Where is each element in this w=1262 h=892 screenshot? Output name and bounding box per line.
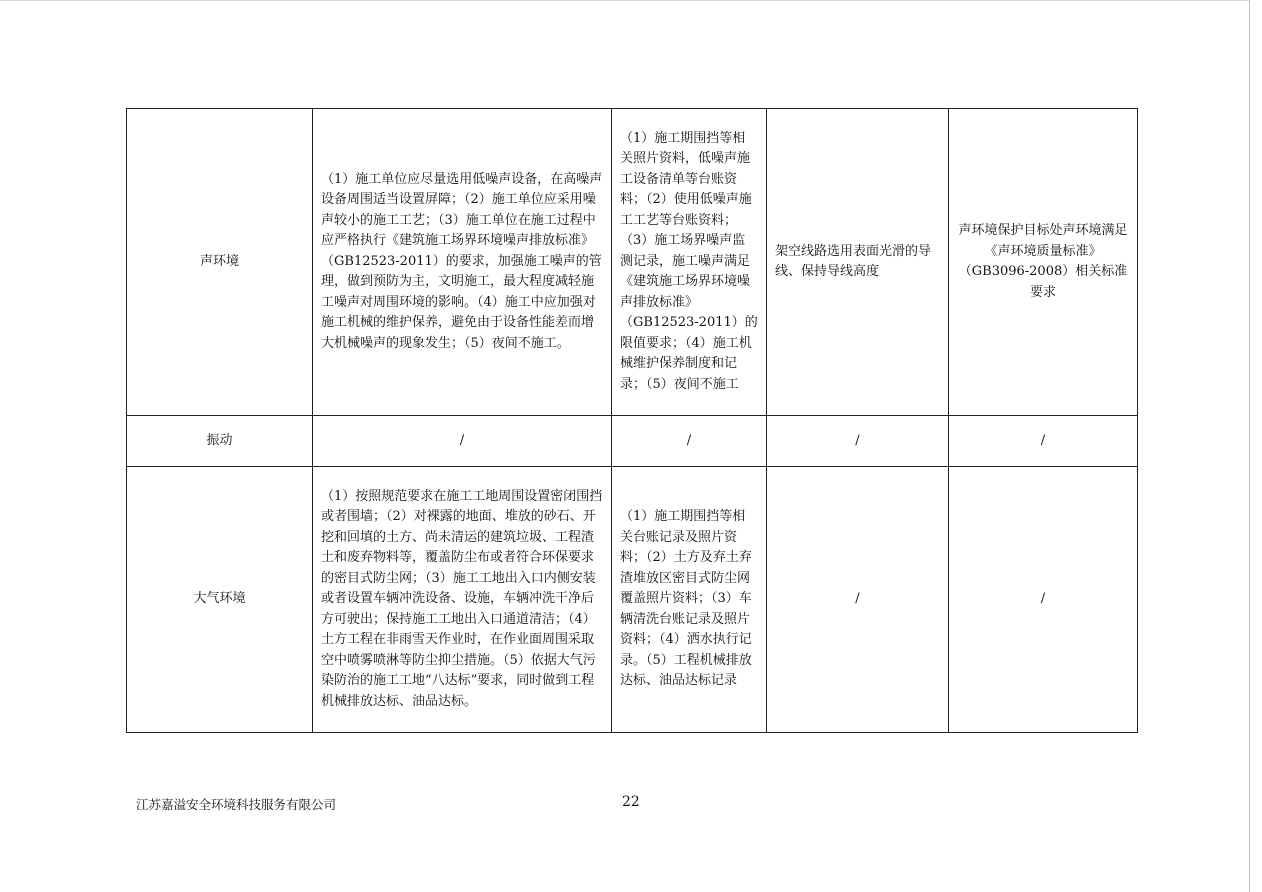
measures-cell: /	[313, 416, 612, 467]
target-cell: /	[949, 467, 1138, 733]
table-row-vibration	[127, 416, 1138, 467]
acceptance-cell: （1）施工期围挡等相关照片资料，低噪声施工设备清单等台账资料；（2）使用低噪声施工工艺等台账资料；（3）施工场界噪声监测记录，施工噪声满足《建筑施工场界环境噪声排放标准》（GB12523-2011）的限值要求；（4）施工机械维护保养制度和记录；（5）夜间不施工	[612, 109, 767, 416]
environmental-measures-table	[126, 108, 1138, 733]
page-number: 22	[622, 794, 640, 810]
page-top-border	[0, 0, 1250, 1]
measures-cell: （1）按照规范要求在施工工地周围设置密闭围挡或者围墙；（2）对裸露的地面、堆放的砂石、开挖和回填的土方、尚未清运的建筑垃圾、工程渣土和废弃物料等，覆盖防尘布或者符合环保要求的密目式防尘网；（3）施工工地出入口内侧安装或者设置车辆冲洗设备、设施，车辆冲洗干净后方可驶出；保持施工工地出入口通道清洁；（4）土方工程在非雨雪天作业时，在作业面周围采取空中喷雾喷淋等防尘抑尘措施。（5）依据大气污染防治的施工工地“八达标”要求，同时做到工程机械排放达标、油品达标。	[313, 467, 612, 733]
category-cell: 声环境	[127, 109, 313, 416]
category-cell: 大气环境	[127, 467, 313, 733]
table-row-noise	[127, 109, 1138, 416]
measures-cell: （1）施工单位应尽量选用低噪声设备，在高噪声设备周围适当设置屏障；（2）施工单位应采用噪声较小的施工工艺；（3）施工单位在施工过程中应严格执行《建筑施工场界环境噪声排放标准》（GB12523-2011）的要求，加强施工噪声的管理，做到预防为主，文明施工，最大程度减轻施工噪声对周围环境的影响。（4）施工中应加强对施工机械的维护保养，避免由于设备性能差而增大机械噪声的现象发生；（5）夜间不施工。	[313, 109, 612, 416]
category-cell: 振动	[127, 416, 313, 467]
table-row-air	[127, 467, 1138, 733]
operation-cell: /	[767, 416, 949, 467]
page-right-edge	[1249, 0, 1250, 892]
acceptance-cell: /	[612, 416, 767, 467]
target-cell: /	[949, 416, 1138, 467]
operation-cell: /	[767, 467, 949, 733]
target-cell: 声环境保护目标处声环境满足《声环境质量标准》（GB3096-2008）相关标准要求	[949, 109, 1138, 416]
footer-company-name: 江苏嘉溢安全环境科技服务有限公司	[136, 797, 337, 812]
acceptance-cell: （1）施工期围挡等相关台账记录及照片资料；（2）土方及弃土弃渣堆放区密目式防尘网覆盖照片资料；（3）车辆清洗台账记录及照片资料；（4）洒水执行记录。（5）工程机械排放达标、油品达标记录	[612, 467, 767, 733]
operation-cell: 架空线路选用表面光滑的导线、保持导线高度	[767, 109, 949, 416]
